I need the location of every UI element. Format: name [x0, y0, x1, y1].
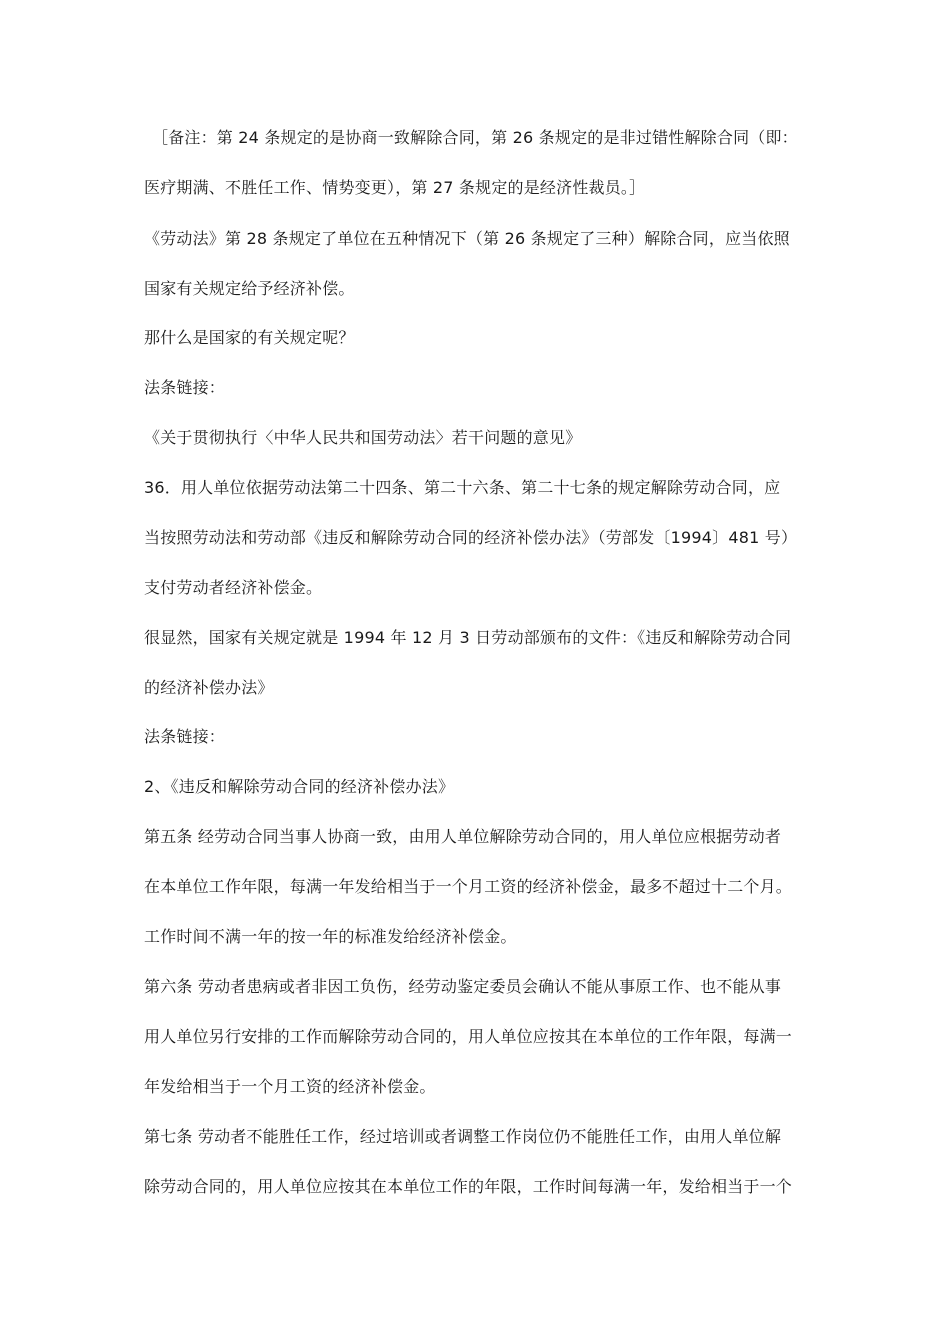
document-title: 2、《违反和解除劳动合同的经济补偿办法》	[144, 777, 455, 796]
note-line-1: ［备注：第 24 条规定的是协商一致解除合同，第 26 条规定的是非过错性解除合同（即：	[152, 128, 798, 147]
paragraph-line: 支付劳动者经济补偿金。	[144, 578, 323, 597]
article-line: 在本单位工作年限，每满一年发给相当于一个月工资的经济补偿金，最多不超过十二个月。	[144, 877, 793, 896]
paragraph-line: 那什么是国家的有关规定呢？	[144, 328, 355, 347]
article-line: 用人单位另行安排的工作而解除劳动合同的，用人单位应按其在本单位的工作年限，每满一	[144, 1027, 793, 1046]
law-link-label: 法条链接：	[144, 727, 226, 746]
paragraph-line: 36．用人单位依据劳动法第二十四条、第二十六条、第二十七条的规定解除劳动合同，应	[144, 478, 781, 497]
document-title: 《关于贯彻执行〈中华人民共和国劳动法〉若干问题的意见》	[144, 428, 582, 447]
article-line: 除劳动合同的，用人单位应按其在本单位工作的年限，工作时间每满一年，发给相当于一个	[144, 1177, 793, 1196]
paragraph-line: 的经济补偿办法》	[144, 678, 274, 697]
paragraph-line: 当按照劳动法和劳动部《违反和解除劳动合同的经济补偿办法》（劳部发〔1994〕481 号）	[144, 528, 798, 547]
article-line: 第六条 劳动者患病或者非因工负伤，经劳动鉴定委员会确认不能从事原工作、也不能从事	[144, 977, 782, 996]
paragraph-line: 很显然，国家有关规定就是 1994 年 12 月 3 日劳动部颁布的文件：《违反和解除劳动合同	[144, 628, 792, 647]
article-line: 年发给相当于一个月工资的经济补偿金。	[144, 1077, 436, 1096]
article-line: 工作时间不满一年的按一年的标准发给经济补偿金。	[144, 927, 517, 946]
paragraph-line: 《劳动法》第 28 条规定了单位在五种情况下（第 26 条规定了三种）解除合同，应当依照	[144, 229, 790, 248]
article-line: 第七条 劳动者不能胜任工作，经过培训或者调整工作岗位仍不能胜任工作，由用人单位解	[144, 1127, 782, 1146]
article-line: 第五条 经劳动合同当事人协商一致，由用人单位解除劳动合同的，用人单位应根据劳动者	[144, 827, 782, 846]
law-link-label: 法条链接：	[144, 378, 226, 397]
paragraph-line: 国家有关规定给予经济补偿。	[144, 279, 355, 298]
note-line-2: 医疗期满、不胜任工作、情势变更），第 27 条规定的是经济性裁员。］	[144, 178, 646, 197]
